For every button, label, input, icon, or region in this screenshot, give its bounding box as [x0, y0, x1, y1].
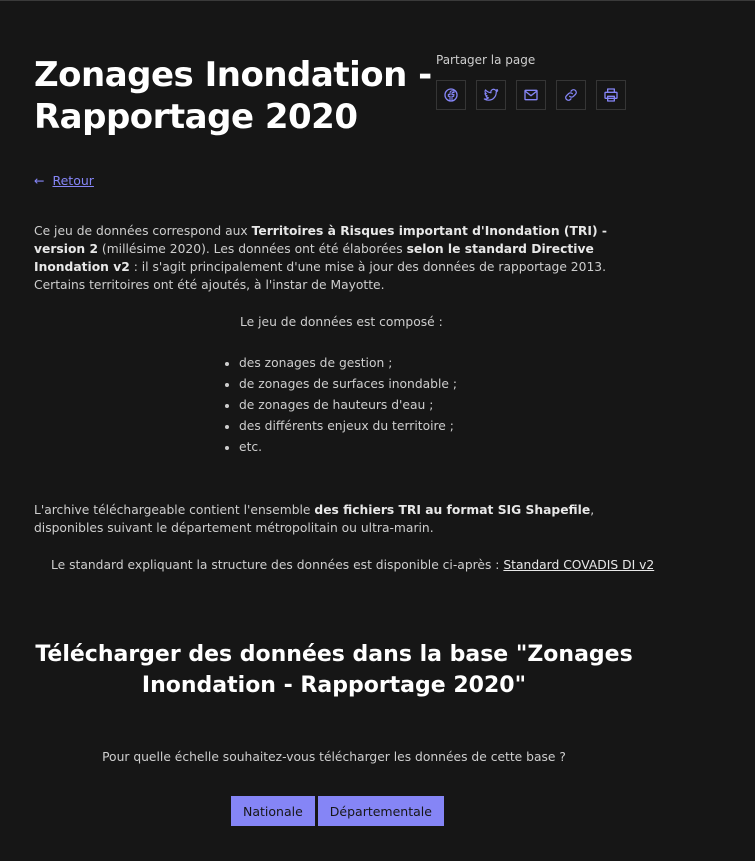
intro-text: Ce jeu de données correspond aux — [34, 224, 252, 238]
list-item: • des zonages de gestion ; — [239, 353, 457, 374]
share-copy-link-button[interactable] — [556, 80, 586, 110]
share-buttons — [436, 80, 626, 110]
archive-text: L'archive téléchargeable contient l'ensemble — [34, 503, 315, 517]
share-twitter-button[interactable] — [476, 80, 506, 110]
archive-bold: des fichiers TRI au format SIG Shapefile — [314, 503, 591, 517]
intro-bold: Territoires à Risques important d'Inondation (TRI) - version 2 — [34, 224, 607, 256]
back-link[interactable] — [34, 173, 94, 188]
share-section — [436, 53, 626, 110]
download-question: Pour quelle échelle souhaitez-vous télécharger les données de cette base ? — [102, 750, 566, 764]
print-icon — [603, 87, 619, 103]
list-item: • des différents enjeux du territoire ; — [239, 416, 457, 437]
page-title: Zonages Inondation - Rapportage 2020 — [34, 55, 432, 137]
link-icon — [563, 87, 579, 103]
standard-paragraph — [51, 556, 654, 574]
list-item: • etc. — [239, 437, 457, 458]
archive-paragraph — [34, 501, 644, 537]
intro-text: (millésime 2020). Les données ont été élaborées — [98, 242, 407, 256]
scale-buttons — [231, 796, 444, 826]
share-print-button[interactable] — [596, 80, 626, 110]
back-link-label: Retour — [52, 173, 94, 188]
share-mail-button[interactable] — [516, 80, 546, 110]
twitter-icon — [483, 87, 499, 103]
nationale-button[interactable]: Nationale — [231, 796, 315, 826]
departementale-button[interactable]: Départementale — [318, 796, 444, 826]
composition-label: Le jeu de données est composé : — [240, 315, 443, 329]
share-facebook-button[interactable] — [436, 80, 466, 110]
download-title: Télécharger des données dans la base "Zonages Inondation - Rapportage 2020" — [35, 642, 633, 698]
facebook-icon — [443, 87, 459, 103]
archive-text: , disponibles suivant le département métropolitain ou ultra-marin. — [34, 503, 595, 535]
arrow-left-icon: ← — [34, 173, 45, 188]
intro-paragraph — [34, 222, 644, 294]
list-item: • de zonages de hauteurs d'eau ; — [239, 395, 457, 416]
mail-icon — [523, 87, 539, 103]
intro-bold: selon le standard Directive Inondation v2 — [34, 242, 594, 274]
standard-link[interactable]: Standard COVADIS DI v2 — [503, 558, 655, 572]
composition-list — [218, 353, 457, 458]
list-item: • de zonages de surfaces inondable ; — [239, 374, 457, 395]
share-label: Partager la page — [436, 53, 536, 67]
standard-text: Le standard expliquant la structure des données est disponible ci-après : — [51, 558, 504, 572]
intro-text: : il s'agit principalement d'une mise à jour des données de rapportage 2013. Certains territoires ont été ajoutés, à l'instar de Mayotte. — [34, 260, 607, 292]
